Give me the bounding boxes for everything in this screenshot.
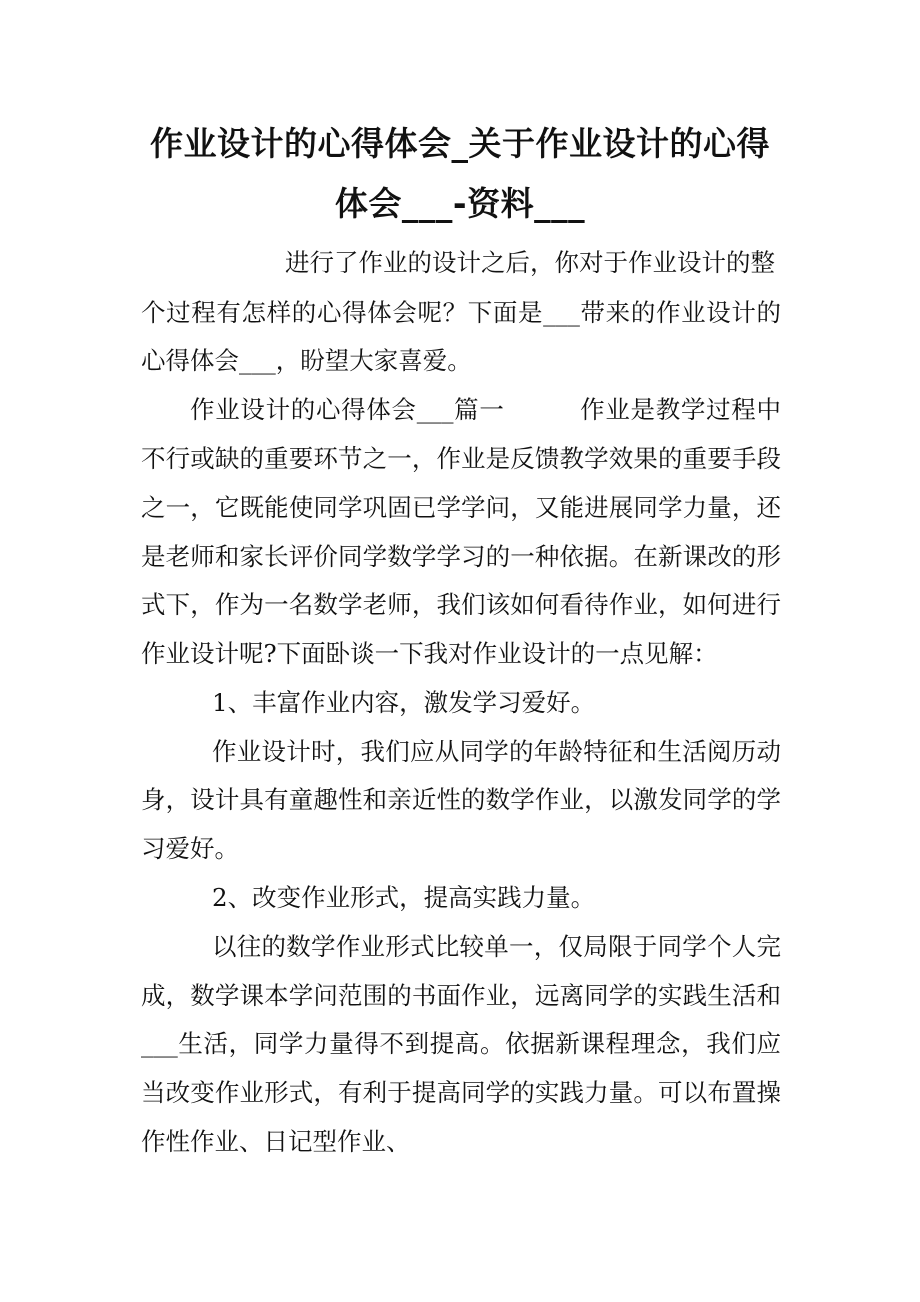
paragraph-line: 作业设计时，我们应从同学的年龄特征和生活阅历动 bbox=[212, 737, 781, 766]
list-heading: 2、改变作业形式，提高实践力量。 bbox=[212, 883, 596, 912]
list-heading: 1、丰富作业内容，激发学习爱好。 bbox=[212, 688, 596, 717]
paragraph-line: 成，数学课本学问范围的书面作业，远离同学的实践生活和 bbox=[141, 981, 781, 1010]
document-title-line-2: 体会___-资料___ bbox=[334, 184, 586, 223]
paragraph-line: 个过程有怎样的心得体会呢？下面是___带来的作业设计的 bbox=[141, 298, 781, 327]
paragraph-line: 身，设计具有童趣性和亲近性的数学作业，以激发同学的学 bbox=[141, 785, 781, 814]
paragraph-line: 作业设计的心得体会___篇一 作业是教学过程中 bbox=[190, 395, 781, 424]
paragraph-line: 心得体会___，盼望大家喜爱。 bbox=[141, 346, 472, 375]
paragraph-line: 式下，作为一名数学老师，我们该如何看待作业，如何进行 bbox=[141, 590, 781, 619]
paragraph-line: 当改变作业形式，有利于提高同学的实践力量。可以布置操 bbox=[141, 1078, 781, 1107]
paragraph-line: 之一，它既能使同学巩固已学学问，又能进展同学力量，还 bbox=[141, 493, 781, 522]
paragraph-line: 是老师和家长评价同学数学学习的一种依据。在新课改的形 bbox=[141, 542, 781, 571]
paragraph-line: 作业设计呢?下面卧谈一下我对作业设计的一点见解： bbox=[141, 639, 718, 668]
paragraph-line: ___生活，同学力量得不到提高。依据新课程理念，我们应 bbox=[141, 1029, 781, 1058]
paragraph-line: 以往的数学作业形式比较单一，仅局限于同学个人完 bbox=[212, 932, 781, 961]
paragraph-line: 习爱好。 bbox=[141, 834, 239, 863]
document-title-line-1: 作业设计的心得体会_关于作业设计的心得 bbox=[150, 124, 770, 163]
paragraph-line: 不行或缺的重要环节之一，作业是反馈教学效果的重要手段 bbox=[141, 444, 781, 473]
paragraph-line: 进行了作业的设计之后，你对于作业设计的整 bbox=[285, 248, 775, 277]
paragraph-line: 作性作业、日记型作业、 bbox=[141, 1127, 411, 1156]
